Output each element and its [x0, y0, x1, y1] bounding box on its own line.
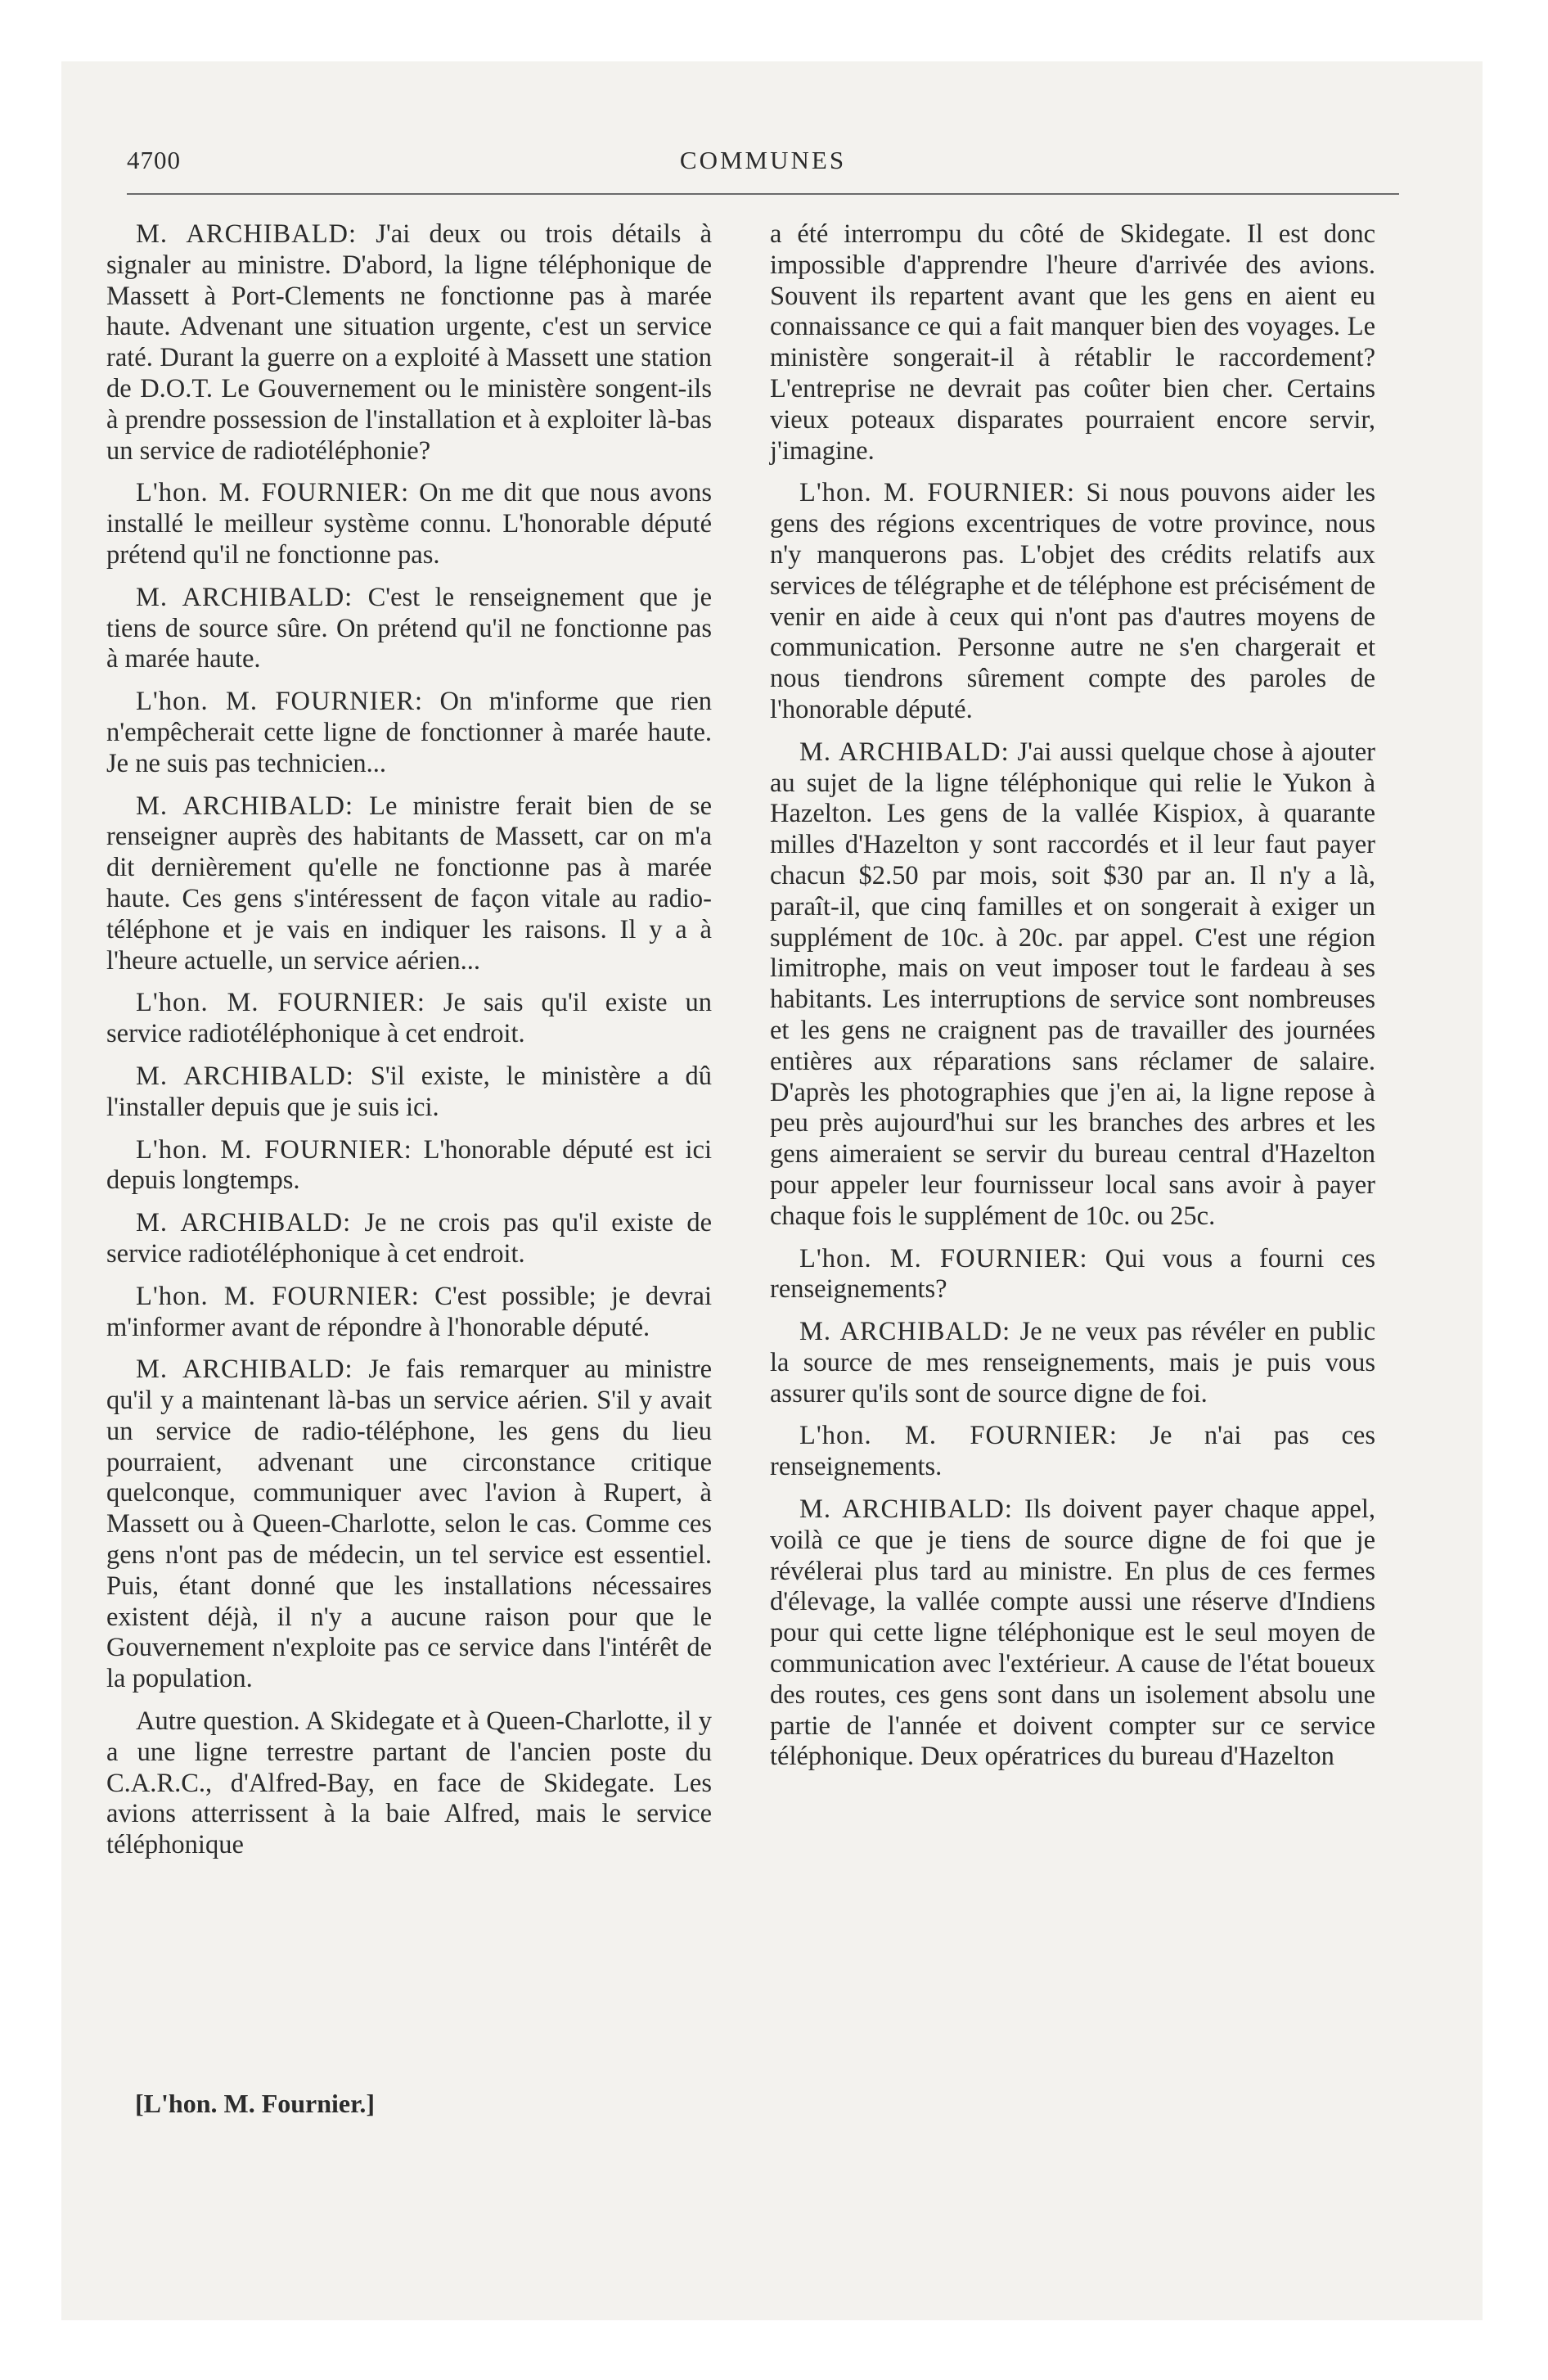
header-rule	[127, 193, 1399, 195]
speaker-name: L'hon. M. FOURNIER:	[799, 478, 1076, 508]
paragraph	[106, 1062, 712, 1124]
paragraph	[770, 478, 1375, 725]
speaker-name: M. ARCHIBALD:	[136, 791, 354, 821]
paragraph	[106, 687, 712, 779]
page-header	[127, 146, 1399, 187]
speaker-name: M. ARCHIBALD:	[136, 219, 358, 249]
speaker-name: L'hon. M. FOURNIER:	[136, 988, 425, 1018]
paragraph	[106, 1208, 712, 1270]
paragraph-text: L'honorable député est ici depuis longtemps.	[106, 1134, 712, 1196]
speaker-name: L'hon. M. FOURNIER:	[136, 687, 424, 717]
paragraph	[106, 791, 712, 977]
speaker-name: L'hon. M. FOURNIER:	[136, 1134, 412, 1165]
paragraph-text: On me dit que nous avons installé le meilleur système connu. L'honorable député prétend qu'il ne fonctionne pas.	[106, 478, 712, 570]
right-column	[770, 219, 1375, 1784]
paragraph-text: J'ai aussi quelque chose à ajouter au sujet de la ligne téléphonique qui relie le Yukon à Hazelton. Les gens de la vallée Kispiox, à quarante milles d'Hazelton y sont raccordés et il leur faut payer chacun $2.50 par mois, soit $30 par an. Il n'y a là, paraît-il, que cinq familles et on songerait à exiger un supplément de 10c. à 20c. par appel. C'est une région limitrophe, mais on veut imposer tout le fardeau à ses habitants. Les interruptions de service sont nombreuses et les gens ne craignent pas de travailler des journées entières aux réparations sans réclamer de salaire. D'après les photographies que j'en ai, la ligne repose à peu près aujourd'hui sur les branches des arbres et les gens aimeraient se servir du bureau central d'Hazelton pour appeler leur fournisseur local sans avoir à payer chaque fois le supplément de 10c. ou 25c.	[770, 737, 1375, 1231]
paragraph-text: Je sais qu'il existe un service radiotéléphonique à cet endroit.	[106, 988, 713, 1049]
left-column	[106, 219, 712, 1873]
speaker-name: M. ARCHIBALD:	[136, 1208, 352, 1238]
paragraph-text: S'il existe, le ministère a dû l'installer depuis que je suis ici.	[106, 1061, 712, 1122]
paragraph	[770, 737, 1375, 1233]
paragraph	[106, 1282, 712, 1344]
speaker-name: M. ARCHIBALD:	[136, 1355, 353, 1385]
speaker-name: M. ARCHIBALD:	[799, 1317, 1011, 1347]
paragraph-text: C'est le renseignement que je tiens de source sûre. On prétend qu'il ne fonctionne pas à marée haute.	[106, 582, 712, 674]
paragraph	[770, 1421, 1375, 1483]
paragraph	[770, 219, 1375, 467]
speaker-name: L'hon. M. FOURNIER:	[799, 1421, 1118, 1451]
paragraph-text: Qui vous a fourni ces renseignements?	[770, 1243, 1376, 1305]
paragraph	[106, 988, 712, 1050]
paragraph	[106, 1135, 712, 1197]
running-title: COMMUNES	[679, 146, 847, 174]
speaker-name: M. ARCHIBALD:	[136, 1061, 354, 1091]
paragraph-text: Le ministre ferait bien de se renseigner auprès des habitants de Massett, car on m'a dit dernièrement qu'elle ne fonctionne pas à marée haute. Ces gens s'intéressent de façon vitale au radio-téléphone et je vais en indiquer les raisons. Il y a à l'heure actuelle, un service aérien...	[106, 791, 712, 976]
paragraph-text: On m'informe que rien n'empêcherait cette ligne de fonctionner à marée haute. Je ne suis pas technicien...	[106, 687, 713, 778]
paragraph-text: Si nous pouvons aider les gens des régions excentriques de votre province, nous n'y manquerons pas. L'objet des crédits relatifs aux services de télégraphe et de téléphone est précisément de venir en aide à ceux qui n'ont pas d'autres moyens de communication. Personne autre ne s'en chargerait et nous tiendrons sûrement compte des paroles de l'honorable député.	[770, 478, 1375, 724]
paragraph	[106, 1355, 712, 1695]
speaker-name: M. ARCHIBALD:	[799, 737, 1010, 767]
speaker-name: L'hon. M. FOURNIER:	[136, 478, 410, 508]
paragraph-text: a été interrompu du côté de Skidegate. Il est donc impossible d'apprendre l'heure d'arrivée des avions. Souvent ils repartent avant que les gens en aient eu connaissance ce qui a fait manquer bien des voyages. Le ministère songerait-il à rétablir le raccordement? L'entreprise ne devrait pas coûter bien cher. Certains vieux poteaux disparates pourraient encore servir, j'imagine.	[770, 219, 1375, 466]
paragraph-text: Je ne veux pas révéler en public la source de mes renseignements, mais je puis vous assurer qu'ils sont de source digne de foi.	[770, 1317, 1376, 1409]
paragraph-text: Autre question. A Skidegate et à Queen-Charlotte, il y a une ligne terrestre partant de l'ancien poste du C.A.R.C., d'Alfred-Bay, en face de Skidegate. Les avions atterrissent à la baie Alfred, mais le service téléphonique	[106, 1706, 712, 1860]
speaker-name: M. ARCHIBALD:	[799, 1494, 1013, 1525]
speaker-bracket: [L'hon. M. Fournier.]	[135, 2089, 376, 2118]
paragraph-text: Je fais remarquer au ministre qu'il y a maintenant là-bas un service aérien. S'il y avait un service de radio-téléphone, les gens du lieu pourraient, advenant une circonstance critique quelconque, communiquer avec l'avion à Rupert, à Massett ou à Queen-Charlotte, selon le cas. Comme ces gens n'ont pas de médecin, un tel service est essentiel. Puis, étant donné que les installations nécessaires existent déjà, il n'y a aucune raison pour que le Gouvernement n'exploite pas ce service dans l'intérêt de la population.	[106, 1355, 713, 1694]
paragraph-text: Je ne crois pas qu'il existe de service radiotéléphonique à cet endroit.	[106, 1208, 712, 1269]
paragraph	[770, 1494, 1375, 1773]
paragraph-text: J'ai deux ou trois détails à signaler au ministre. D'abord, la ligne téléphonique de Massett à Port-Clements ne fonctionne pas à marée haute. Advenant une situation urgente, c'est un service raté. Durant la guerre on a exploité à Massett une station de D.O.T. Le Gouvernement ou le ministère songent-ils à prendre possession de l'installation et à exploiter là-bas un service de radiotéléphonie?	[106, 219, 712, 466]
speaker-name: L'hon. M. FOURNIER:	[799, 1243, 1088, 1273]
paragraph-text: Je n'ai pas ces renseignements.	[770, 1421, 1376, 1482]
paragraph	[106, 219, 712, 467]
page-number: 4700	[127, 146, 181, 174]
paragraph	[770, 1244, 1375, 1306]
speaker-name: L'hon. M. FOURNIER:	[136, 1281, 420, 1311]
speaker-name: M. ARCHIBALD:	[136, 582, 353, 612]
paragraph	[106, 478, 712, 570]
paragraph-text: Ils doivent payer chaque appel, voilà ce que je tiens de source digne de foi que je révélerai plus tard au ministre. En plus de ces fermes d'élevage, la vallée compte aussi une réserve d'Indiens pour qui cette ligne téléphonique est le seul moyen de communication avec l'extérieur. A cause de l'état boueux des routes, ces gens sont dans un isolement absolu une partie de l'année et doivent compter sur ce service téléphonique. Deux opératrices du bureau d'Hazelton	[770, 1494, 1376, 1772]
paragraph	[770, 1317, 1375, 1409]
paragraph-text: C'est possible; je devrai m'informer avant de répondre à l'honorable député.	[106, 1281, 713, 1342]
paragraph	[106, 583, 712, 675]
paragraph	[106, 1706, 712, 1861]
